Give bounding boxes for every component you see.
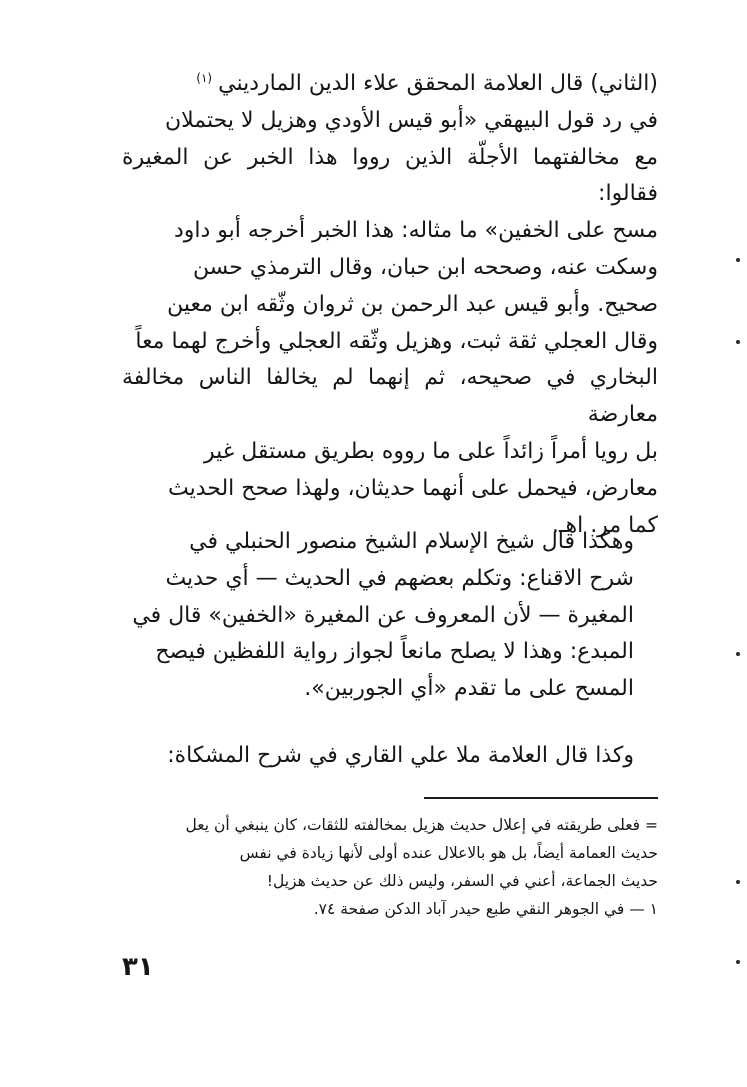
paragraph-1-line-11: كما مر. اهـ. — [552, 512, 658, 538]
footnote-separator — [424, 797, 658, 799]
footnote-line-4: ١ — في الجوهر النقي طبع حيدر آباد الدكن صفحة ٧٤. — [313, 900, 658, 918]
paragraph-1-line-9: بل رويا أمراً زائداً على ما رووه بطريق مستقل غير — [204, 438, 658, 464]
margin-dot — [736, 258, 740, 262]
paragraph-2-line-3: المغيرة — لأن المعروف عن المغيرة «الخفين» قال في — [132, 602, 634, 628]
margin-dot — [736, 880, 740, 884]
paragraph-1-line-3: مع مخالفتهما الأجلّة الذين رووا هذا الخبر عن المغيرة فقالوا: — [122, 144, 658, 207]
paragraph-1-line-7: وقال العجلي ثقة ثبت، وهزيل وثّقه العجلي وأخرج لهما معاً — [135, 328, 658, 354]
footnote-line-1: = فعلى طريقته في إعلال حديث هزيل بمخالفته للثقات، كان ينبغي أن يعل — [185, 816, 658, 834]
paragraph-1-line-6: صحيح. وأبو قيس عبد الرحمن بن ثروان وثّقه ابن معين — [167, 291, 658, 317]
margin-dot — [736, 960, 740, 964]
paragraph-3 — [122, 738, 658, 775]
footnotes — [122, 811, 658, 923]
footnote-line-3: حديث الجماعة، أعني في السفر، وليس ذلك عن حديث هزيل! — [266, 872, 658, 890]
paragraph-1-line-5: وسكت عنه، وصححه ابن حبان، وقال الترمذي حسن — [192, 254, 658, 280]
paragraph-1-line-1-text: (الثاني) قال العلامة المحقق علاء الدين المارديني — [218, 71, 658, 96]
margin-dot — [736, 340, 740, 344]
paragraph-3-line-1: وكذا قال العلامة ملا علي القاري في شرح المشكاة: — [167, 743, 634, 768]
footnote-line-2: حديث العمامة أيضاً، بل هو بالاعلال عنده أولى لأنها زيادة في نفس — [239, 844, 658, 862]
paragraph-2-line-4: المبدع: وهذا لا يصلح مانعاً لجواز رواية اللفظين فيصح — [155, 639, 634, 665]
paragraph-2-line-2: شرح الاقناع: وتكلم بعضهم في الحديث — أي حديث — [165, 565, 634, 591]
margin-dot — [736, 652, 740, 656]
paragraph-1-line-1 — [122, 66, 658, 103]
page-number: ٣١ — [122, 952, 154, 982]
paragraph-1-line-8: البخاري في صحيحه، ثم إنهما لم يخالفا الناس مخالفة معارضة — [122, 365, 658, 428]
paragraph-1-line-4: مسح على الخفين» ما مثاله: هذا الخبر أخرجه أبو داود — [173, 218, 658, 244]
paragraph-2-line-1: وهكذا قال شيخ الإسلام الشيخ منصور الحنبلي في — [189, 529, 634, 554]
paragraph-2-line-5: المسح على ما تقدم «أي الجوربين». — [304, 676, 634, 702]
paragraph-1-line-2: في رد قول البيهقي «أبو قيس الأودي وهزيل لا يحتملان — [164, 107, 658, 133]
paragraph-2 — [122, 524, 658, 708]
paragraph-1 — [122, 66, 658, 544]
footnote-marker: (١) — [196, 70, 213, 85]
paragraph-1-line-10: معارض، فيحمل على أنهما حديثان، ولهذا صحح الحديث — [167, 475, 658, 501]
